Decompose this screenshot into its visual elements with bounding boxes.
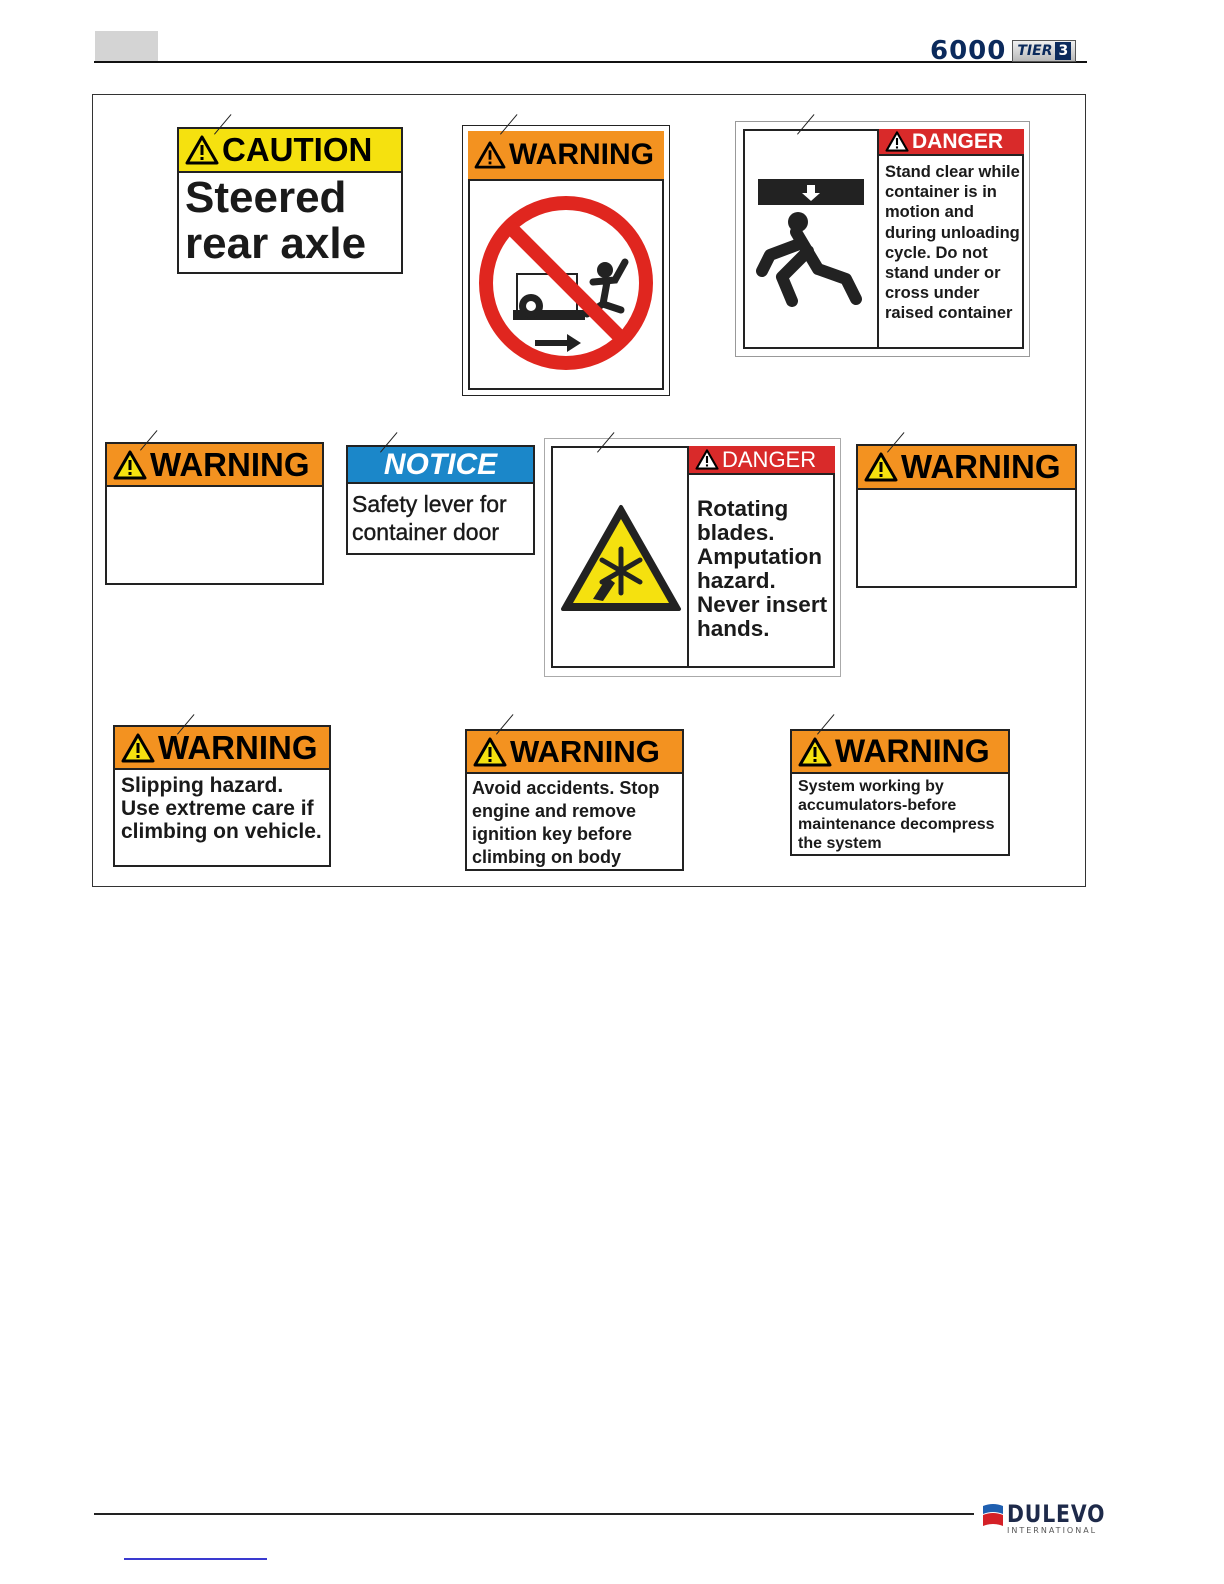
brand-name: DULEVO (1007, 1500, 1106, 1528)
caution-sign-steered-axle (177, 127, 403, 274)
sign-header (879, 129, 1024, 156)
sign-header (468, 131, 664, 181)
sign-header (467, 731, 682, 774)
tier-word: TIER (1017, 43, 1053, 59)
sign-signal-word: DANGER (722, 446, 817, 472)
sign-divider (877, 129, 879, 349)
sign-signal-word: DANGER (912, 129, 1004, 153)
brand-subtitle: INTERNATIONAL (1007, 1526, 1098, 1535)
sign-message: Avoid accidents. Stop engine and remove ignition key before climbing on body (472, 778, 660, 867)
sign-signal-word: WARNING (158, 728, 318, 766)
sign-message: Stand clear while container is in motion and during unloading cycle. Do not stand under or cross under raised container (885, 163, 1020, 323)
sign-header (348, 447, 533, 484)
sign-signal-word: WARNING (510, 733, 660, 769)
warning-triangle-icon (798, 737, 832, 767)
sign-message: Safety lever for container door (352, 491, 507, 545)
sign-signal-word: WARNING (509, 138, 654, 171)
warning-triangle-icon (695, 449, 719, 470)
sign-header (179, 129, 401, 173)
tier-badge (1012, 40, 1076, 62)
danger-sign-container (735, 121, 1030, 357)
warning-triangle-icon (885, 131, 909, 152)
footer-link-underline[interactable] (124, 1558, 267, 1560)
warning-triangle-icon (864, 452, 898, 482)
sign-signal-word: NOTICE (383, 447, 498, 481)
warning-triangle-icon (121, 733, 155, 763)
sign-signal-word: WARNING (835, 733, 990, 769)
sign-message: Slipping hazard. Use extreme care if climbing on vehicle. (121, 774, 322, 843)
sign-header (689, 446, 835, 475)
sign-signal-word: WARNING (150, 445, 310, 483)
notice-sign-safety-lever (346, 445, 535, 555)
tier-number: 3 (1055, 42, 1071, 60)
sign-header (107, 444, 322, 487)
warning-sign-slipping (113, 725, 331, 867)
warning-sign-avoid-accidents (465, 729, 684, 871)
header-tab (95, 31, 158, 61)
sign-message: System working by accumulators-before maintenance decompress the system (798, 778, 995, 852)
sign-divider (687, 446, 689, 668)
warning-triangle-icon (113, 450, 147, 480)
warning-sign-accumulators (790, 729, 1010, 856)
warning-sign-blank-left (105, 442, 324, 585)
dulevo-logo (981, 1502, 1123, 1535)
sign-message: Rotating blades. Amputation hazard. Never insert hands. (697, 496, 828, 641)
warning-sign-no-riding (462, 125, 670, 396)
warning-triangle-icon (185, 135, 219, 165)
model-logo (930, 38, 1076, 64)
dulevo-flag-icon (981, 1502, 1005, 1528)
warning-sign-blank-right (856, 444, 1077, 588)
model-number: 6000 (930, 36, 1007, 66)
danger-sign-rotating-blades (544, 438, 841, 677)
sign-signal-word: CAUTION (222, 131, 373, 168)
warning-triangle-icon (473, 737, 507, 767)
rotating-blade-hazard-icon (559, 503, 683, 613)
sign-header (115, 727, 329, 770)
sign-header (858, 446, 1075, 490)
no-riding-prohibition-icon (475, 192, 657, 374)
footer-rule (94, 1513, 974, 1515)
sign-signal-word: WARNING (901, 448, 1061, 485)
sign-message: Steered rear axle (185, 173, 367, 268)
warning-triangle-icon (474, 141, 506, 169)
falling-load-crush-icon (756, 177, 866, 307)
sign-header (792, 731, 1008, 774)
